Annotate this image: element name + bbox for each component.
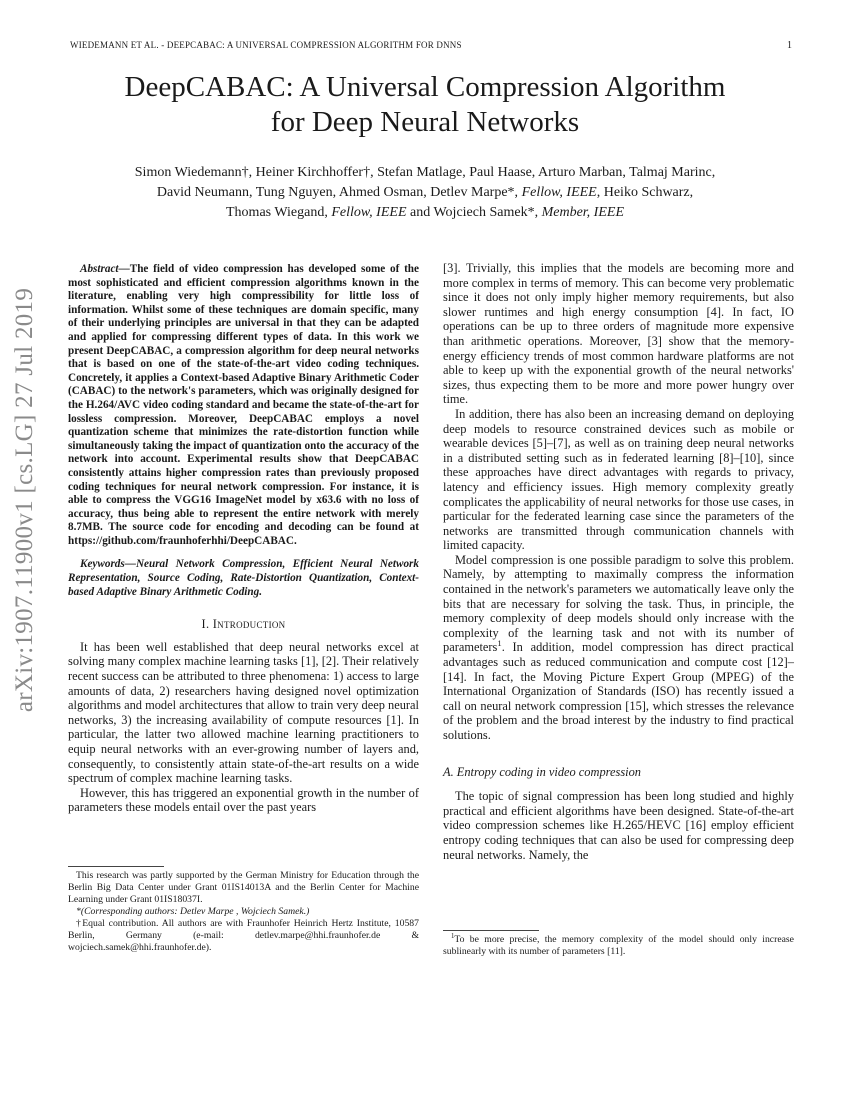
footnote-funding: This research was partly supported by the German Ministry for Education through the Berlin Big Data Center under Grant 01IS14013A and the Berlin Center for Machine Learning under Grant 01IS18037I.: [68, 870, 419, 905]
running-head: WIEDEMANN ET AL. - DEEPCABAC: A UNIVERSAL COMPRESSION ALGORITHM FOR DNNS: [70, 40, 462, 50]
intro-paragraph-1: It has been well established that deep neural networks excel at solving many complex machine learning tasks [1], [2]. Their relatively recent success can be attributed to three phenomena: 1) access to large amounts of data, 2) researchers having designed novel optimization algorithms and model architectures that allow to train very deep neural networks, 3) the increasing availability of compute resources [1]. In particular, the latter two allowed machine learning practitioners to equip neural networks with an ever-growing number of layers and, consequently, to consistently attain state-of-the-art results on a wide spectrum of complex machine learning tasks.: [68, 639, 419, 786]
right-column: [443, 261, 794, 862]
footnote-rule-right: [443, 930, 539, 931]
title-line-2: for Deep Neural Networks: [270, 106, 580, 138]
author-list: [90, 163, 760, 223]
footnote-right: $^1$To be more precise, the memory complexity of the model should only increase sublinearly with its number of parameters [11].: [443, 932, 794, 957]
subsection-paragraph-1: The topic of signal compression has been long studied and highly practical and efficient algorithms have been designed. State-of-the-art video compression schemes like H.265/HEVC [16] employ efficient entropy coding techniques that can also be used for compressing deep neural networks. Namely, the: [443, 789, 794, 862]
page-number: 1: [787, 40, 792, 51]
keywords: Keywords—Neural Network Compression, Efficient Neural Network Representation, Source Coding, Rate-Distortion Quantization, Context-based Adaptive Binary Arithmetic Coding.: [68, 558, 419, 598]
subsection-heading-entropy-coding: A. Entropy coding in video compression: [443, 764, 641, 779]
intro-paragraph-4: Model compression is one possible paradigm to solve this problem. Namely, by attempting to maximally compress the information contained in the network's parameters we automatically leave only the bits that are necessary for solving the task. Thus, in principle, the memory complexity of deep models should only increase with the complexity of the learning task and not with its number of parameters$^1$. In addition, model compression has direct practical advantages such as reduced communication and compute cost [12]–[14]. In fact, the Moving Picture Expert Group (MPEG) of the International Organization of Standards (ISO) has recently issued a call on neural network compression [15], which stresses the relevance of the problem and the broad interest by the industry to find practical solutions.: [443, 552, 794, 742]
footnotes-left: [68, 870, 419, 954]
abstract: Abstract—The field of video compression has developed some of the most sophisticated and efficient compression algorithms known in the literature, enabling very high compressibility for little loss of information. Whilst some of these techniques are domain specific, many of their underlying principles are universal in that they can be adapted and applied for compressing different types of data. In this work we present DeepCABAC, a compression algorithm for deep neural networks that is based on one of the state-of-the-art video coding techniques. Concretely, it applies a Context-based Adaptive Binary Arithmetic Coder (CABAC) to the network's parameters, which was originally designed for the H.264/AVC video coding standard and became the state-of-the-art for lossless compression. Moreover, DeepCABAC employs a novel quantization scheme that minimizes the rate-distortion function while simultaneously taking the impact of quantization onto the accuracy of the network into account. Experimental results show that DeepCABAC consistently attains higher compression rates than previously proposed coding techniques for neural network compression. For instance, it is able to compress the VGG16 ImageNet model by x63.6 with no loss of accuracy, thus being able to represent the entire network with merely 8.7MB. The source code for encoding and decoding can be found at https://github.com/fraunhoferhhi/DeepCABAC.: [68, 263, 419, 547]
footnote-affiliation: †Equal contribution. All authors are with Fraunhofer Heinrich Hertz Institute, 10587 Berlin, Germany (e-mail: detlev.marpe@hhi.fraunhofer.de & wojciech.samek@hhi.fraunhofer.de).: [68, 918, 419, 953]
footnote-corresponding: *(Corresponding authors: Detlev Marpe , Wojciech Samek.): [76, 906, 310, 917]
title-line-1: DeepCABAC: A Universal Compression Algorithm: [124, 71, 726, 103]
authors-line-2: David Neumann, Tung Nguyen, Ahmed Osman, Detlev Marpe*, Fellow, IEEE, Heiko Schwarz,: [156, 185, 694, 200]
intro-paragraph-2: However, this has triggered an exponential growth in the number of parameters these models entail over the past years: [68, 785, 419, 815]
section-heading-introduction: I. Introduction: [201, 617, 286, 632]
footnote-rule-left: [68, 866, 164, 867]
authors-line-1: Simon Wiedemann†, Heiner Kirchhoffer†, Stefan Matlage, Paul Haase, Arturo Marban, Talmaj Marinc,: [134, 165, 716, 180]
intro-paragraph-2-continued: [3]. Trivially, this implies that the models are becoming more and more complex in terms of memory. This can become very problematic since it does not only imply higher memory requirements, but also slower runtimes and high energy consumption [4]. In fact, IO operations can be up to three orders of magnitude more expensive than arithmetic operations. Moreover, [3] show that the memory-energy efficiency trends of most common hardware platforms are not able to keep up with the exponential growth of the neural networks' sizes, thus expecting them to be more and more power hungry over time.: [443, 261, 794, 407]
paper-title: [60, 70, 790, 140]
authors-line-3: Thomas Wiegand, Fellow, IEEE and Wojciech Samek*, Member, IEEE: [226, 205, 624, 220]
arxiv-identifier: [4, 287, 46, 713]
footnote-marker[interactable]: 1: [497, 638, 502, 649]
arxiv-identifier-text: arXiv:1907.11900v1 [cs.LG] 27 Jul 2019: [11, 287, 38, 713]
intro-paragraph-3: In addition, there has also been an increasing demand on deploying deep models to resource constrained devices such as mobile or wearable devices [5]–[7], as well as on training deep neural networks in a distributed setting such as in federated learning [8]–[10], since these approaches have direct advantages with regards to privacy, latency and efficiency issues. High memory complexity greatly complicates the applicability of neural networks for those use cases, in particular for the federated learning case since the parameters of the networks are transmitted through communication channels with limited capacity.: [443, 406, 794, 553]
left-column: [68, 263, 419, 815]
